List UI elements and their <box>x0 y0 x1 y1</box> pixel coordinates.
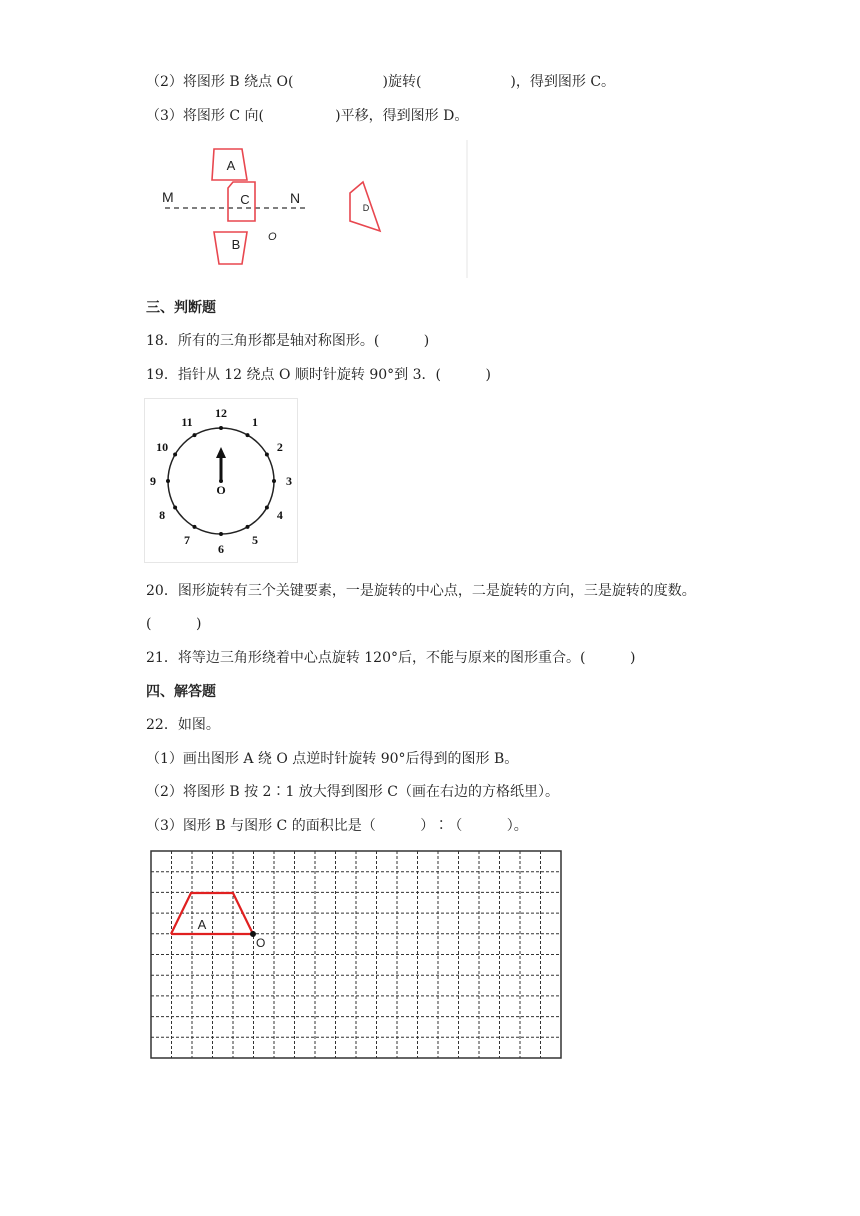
clock-number: 6 <box>218 542 224 556</box>
clock-dot <box>193 525 197 529</box>
question-20-blank: ( ) <box>146 616 202 632</box>
clock-hand-arrowhead <box>216 447 226 458</box>
label-n: N <box>290 190 301 206</box>
label-m: M <box>162 189 174 205</box>
clock-center-label: O <box>216 483 226 497</box>
clock-number: 10 <box>156 440 169 454</box>
question-18: 18．所有的三角形都是轴对称图形。( ) <box>146 333 430 349</box>
clock-dot <box>193 433 197 437</box>
figure-translation-rotation <box>150 140 400 280</box>
label-b: B <box>231 237 241 252</box>
question-21: 21．将等边三角形绕着中心点旋转 120°后，不能与原来的图形重合。( ) <box>146 650 636 666</box>
clock-dot <box>265 453 269 457</box>
clock-dot <box>265 506 269 510</box>
clock-number: 4 <box>276 508 283 522</box>
clock-number: 12 <box>215 406 227 420</box>
question-22-part-1: （1）画出图形 A 绕 O 点逆时针旋转 90°后得到的图形 B。 <box>146 751 519 767</box>
clock-number: 9 <box>150 474 156 488</box>
clock-figure <box>144 398 298 563</box>
clock-dot <box>272 479 276 483</box>
grid-point-label: O <box>256 936 266 950</box>
clock-dot <box>173 506 177 510</box>
clock-number: 2 <box>276 440 283 454</box>
question-22: 22．如图。 <box>146 717 220 733</box>
clock-dot <box>219 426 223 430</box>
question-20: 20．图形旋转有三个关键要素，一是旋转的中心点，二是旋转的方向，三是旋转的度数。 <box>146 583 696 599</box>
question-22-part-3: （3）图形 B 与图形 C 的面积比是（ ）∶（ ）。 <box>146 818 528 834</box>
clock-number: 7 <box>184 532 190 547</box>
clock-dot <box>173 453 177 457</box>
clock-dot <box>246 525 250 529</box>
shape-b <box>214 232 247 264</box>
clock-number: 11 <box>181 415 193 430</box>
grid-lines <box>151 851 561 1058</box>
clock-number: 1 <box>252 415 258 430</box>
question-17-part-3: （3）将图形 C 向( )平移，得到图形 D。 <box>146 108 469 124</box>
label-a: A <box>226 158 236 173</box>
question-22-part-2: （2）将图形 B 按 2∶1 放大得到图形 C（画在右边的方格纸里）。 <box>146 784 559 800</box>
clock-number: 3 <box>286 474 292 488</box>
label-d: D <box>362 203 370 213</box>
clock-dot <box>246 433 250 437</box>
clock-number: 8 <box>159 508 166 522</box>
clock-number: 5 <box>252 532 258 547</box>
question-19: 19．指针从 12 绕点 O 顺时针旋转 90°到 3．( ) <box>146 367 491 383</box>
section-4-heading: 四、解答题 <box>146 684 216 700</box>
label-c: C <box>240 192 250 207</box>
grid-figure <box>150 850 562 1060</box>
section-3-heading: 三、判断题 <box>146 300 216 316</box>
clock-dot <box>166 479 170 483</box>
label-o: O <box>268 231 277 243</box>
question-17-part-2: （2）将图形 B 绕点 O( )旋转( )，得到图形 C。 <box>146 74 616 90</box>
grid-shape-label: A <box>197 917 207 932</box>
clock-dot <box>219 532 223 536</box>
